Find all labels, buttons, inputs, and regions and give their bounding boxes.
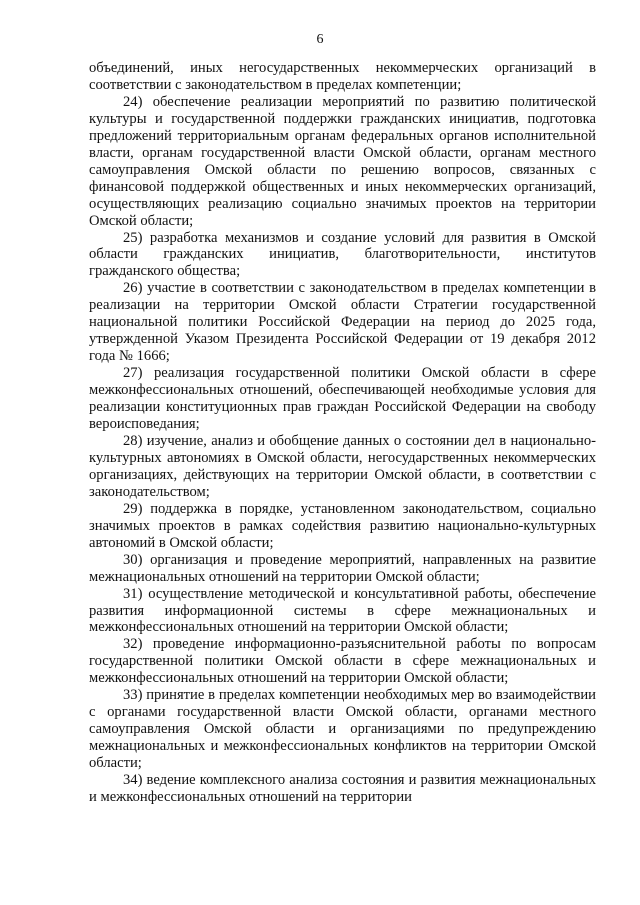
paragraph-item-32: 32) проведение информационно-разъяснительной работы по вопросам государственной политики Омской области в сфере межнациональных и межконфессиональных отношений на территории Омской области; <box>89 636 596 687</box>
paragraph-item-28: 28) изучение, анализ и обобщение данных о состоянии дел в национально-культурных автономиях в Омской области, негосударственных некоммерческих организациях, действующих на территории Омской области, в соответствии с законодательством; <box>89 432 596 500</box>
paragraph-item-25: 25) разработка механизмов и создание условий для развития в Омской области гражданских инициатив, благотворительности, институтов гражданского общества; <box>89 229 596 280</box>
paragraph-item-27: 27) реализация государственной политики Омской области в сфере межконфессиональных отношений, обеспечивающей необходимые условия для реализации конституционных прав граждан Российской Федерации на свободу вероисповедания; <box>89 365 596 433</box>
paragraph-item-29: 29) поддержка в порядке, установленном законодательством, социально значимых проектов в рамках содействия развитию национально-культурных автономий в Омской области; <box>89 500 596 551</box>
paragraph-item-24: 24) обеспечение реализации мероприятий по развитию политической культуры и государственной поддержки гражданских инициатив, подготовка предложений территориальным органам федеральных органов исполнительной власти, органам государственной власти Омской области, органам местного самоуправления Омской области по решению вопросов, связанных с финансовой поддержкой общественных и иных некоммерческих организаций, осуществляющих реализацию социально значимых проектов на территории Омской области; <box>89 93 596 229</box>
document-body <box>89 60 596 806</box>
paragraph-continuation: объединений, иных негосударственных некоммерческих организаций в соответствии с законодательством в пределах компетенции; <box>89 60 596 93</box>
paragraph-item-26: 26) участие в соответствии с законодательством в пределах компетенции в реализации на территории Омской области Стратегии государственной национальной политики Российской Федерации на период до 2025 года, утвержденной Указом Президента Российской Федерации от 19 декабря 2012 года № 1666; <box>89 280 596 365</box>
page-number: 6 <box>316 32 324 47</box>
paragraph-item-31: 31) осуществление методической и консультативной работы, обеспечение развития информационной системы в сфере межнациональных и межконфессиональных отношений на территории Омской области; <box>89 585 596 636</box>
paragraph-item-34: 34) ведение комплексного анализа состояния и развития межнациональных и межконфессиональных отношений на территории <box>89 772 596 805</box>
paragraph-item-33: 33) принятие в пределах компетенции необходимых мер во взаимодействии с органами государственной власти Омской области, органами местного самоуправления Омской области и организациями по предупреждению межнациональных и межконфессиональных конфликтов на территории Омской области; <box>89 687 596 772</box>
paragraph-item-30: 30) организация и проведение мероприятий, направленных на развитие межнациональных отношений на территории Омской области; <box>89 551 596 585</box>
